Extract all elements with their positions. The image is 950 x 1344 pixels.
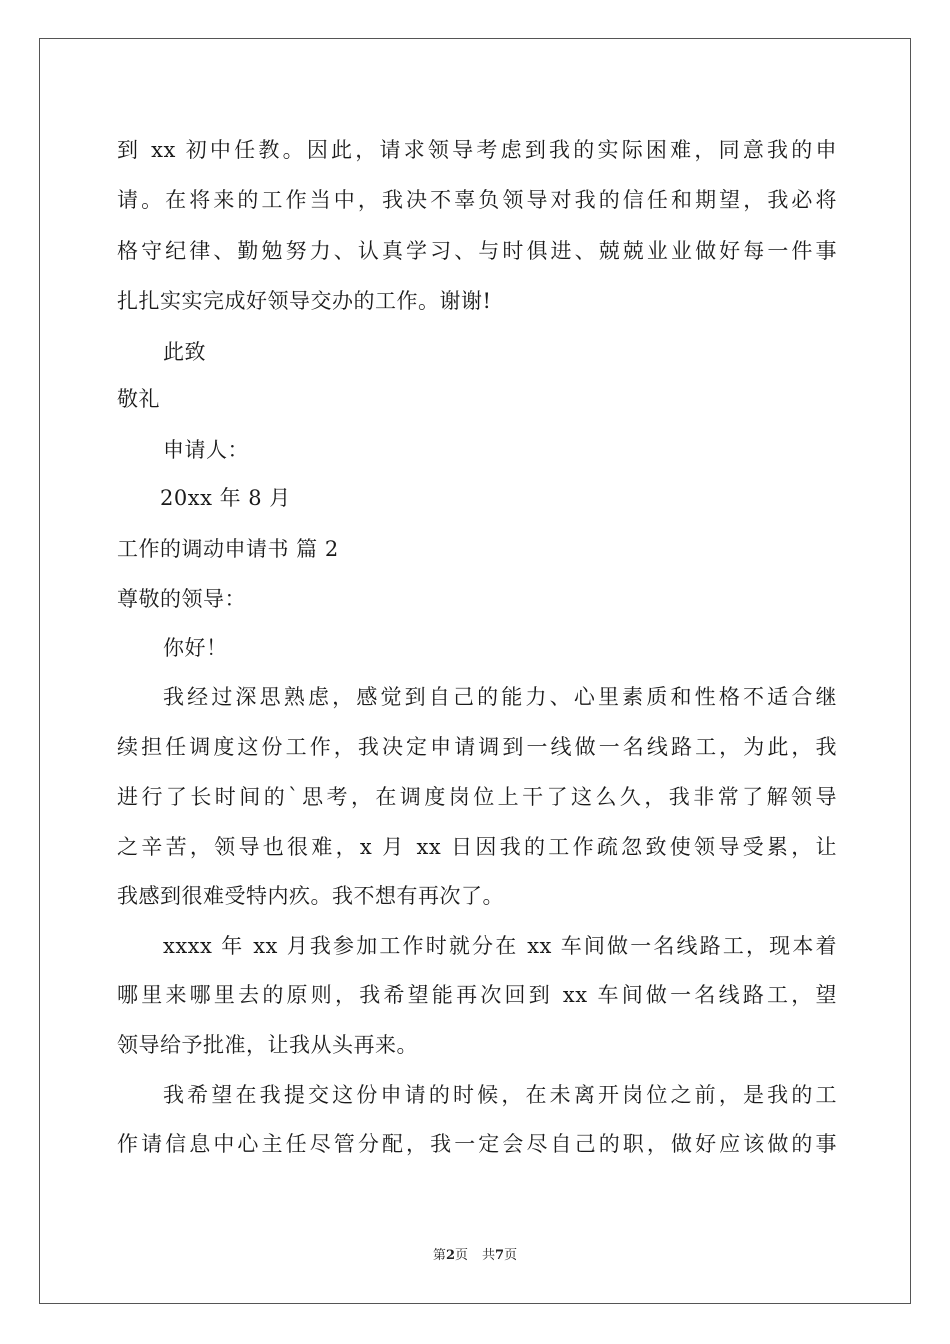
text-line: 领导给予批准，让我从头再来。 [117,1033,418,1057]
total-unit: 页 [504,1248,518,1263]
page-prefix: 第 [432,1248,446,1263]
closing-salutation: 此致 [163,340,206,364]
hello-line: 你好！ [163,636,228,660]
text-line: 哪里来哪里去的原则，我希望能再次回到 xx 车间做一名线路工，望 [117,983,837,1007]
greeting-line: 尊敬的领导： [117,587,246,611]
text-line: 我希望在我提交这份申请的时候，在未离开岗位之前，是我的工 [163,1083,837,1107]
page-number: 2 [445,1248,455,1263]
page-total: 7 [495,1248,505,1263]
text-line: 续担任调度这份工作，我决定申请调到一线做一名线路工，为此，我 [117,735,837,759]
text-line: 我经过深思熟虑，感觉到自己的能力、心里素质和性格不适合继 [163,685,837,709]
text-line: 请。在将来的工作当中，我决不辜负领导对我的信任和期望，我必将 [117,188,837,212]
page-footer [0,1247,950,1265]
text-line: xxxx 年 xx 月我参加工作时就分在 xx 车间做一名线路工，现本着 [163,934,837,958]
applicant-label: 申请人： [163,438,249,462]
section-title: 工作的调动申请书 篇 2 [117,537,339,561]
text-line: 作请信息中心主任尽管分配，我一定会尽自己的职，做好应该做的事 [117,1132,837,1156]
text-line: 进行了长时间的`思考，在调度岗位上干了这么久，我非常了解领导 [117,785,837,809]
date-line: 20xx 年 8 月 [160,486,291,510]
closing-regards: 敬礼 [117,387,160,411]
total-prefix: 共 [482,1248,496,1263]
text-line: 到 xx 初中任教。因此，请求领导考虑到我的实际困难，同意我的申 [117,138,837,162]
text-line: 我感到很难受特内疚。我不想有再次了。 [117,884,504,908]
text-line: 之辛苦，领导也很难，x 月 xx 日因我的工作疏忽致使领导受累，让 [117,835,837,859]
text-line: 扎扎实实完成好领导交办的工作。谢谢! [117,289,492,313]
page-unit: 页 [454,1248,468,1263]
text-line: 格守纪律、勤勉努力、认真学习、与时俱进、兢兢业业做好每一件事 [117,239,837,263]
page-border [39,38,911,1304]
